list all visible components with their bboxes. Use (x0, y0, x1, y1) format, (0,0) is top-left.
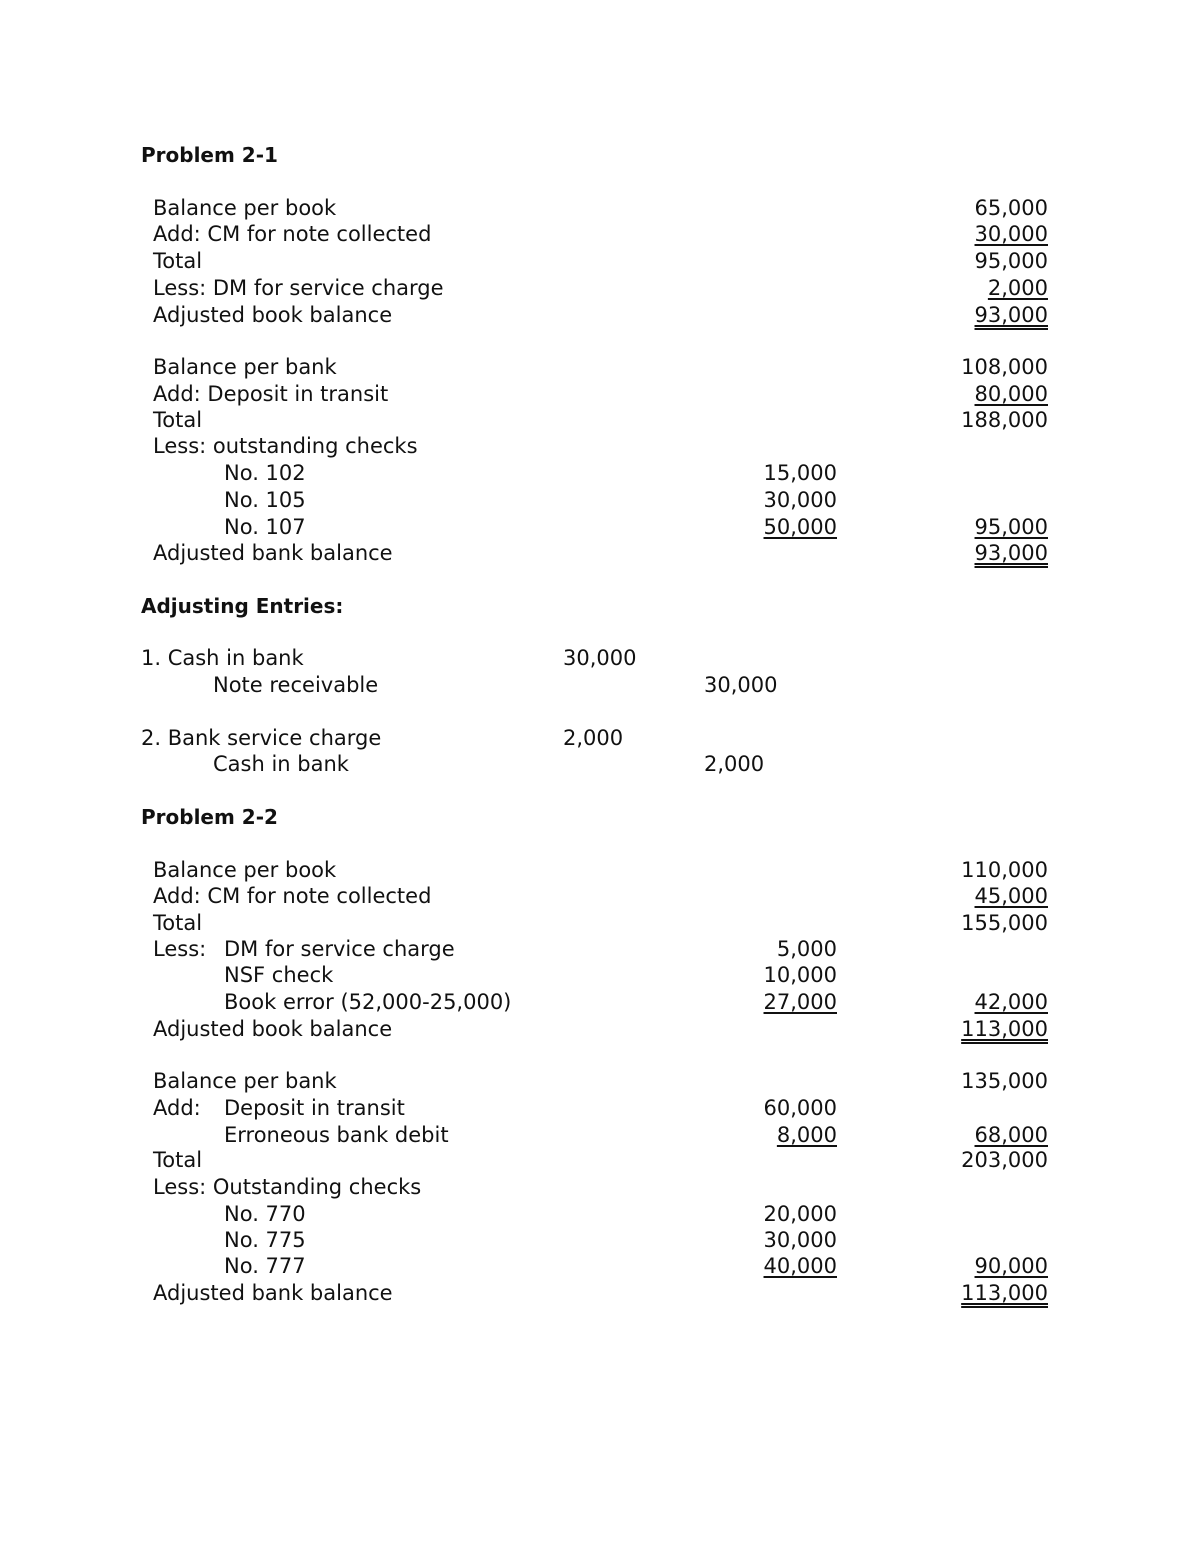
row-label: Adjusted book balance (153, 303, 393, 327)
row-label: Less: Outstanding checks (153, 1175, 422, 1199)
add-item-amount: 60,000 (763, 1096, 837, 1120)
row-amount: 188,000 (961, 408, 1048, 432)
p1-book-total-row (0, 248, 1200, 275)
p1-book-balance-row (0, 195, 1200, 222)
p2-book-total-row (0, 910, 1200, 937)
row-amount: 80,000 (974, 382, 1048, 406)
row-label: Adjusted book balance (153, 1017, 393, 1041)
check-label: No. 770 (224, 1202, 306, 1226)
checks-total: 90,000 (974, 1254, 1048, 1278)
less-item-label: NSF check (224, 963, 334, 987)
less-item-label: DM for service charge (224, 937, 455, 961)
p1-book-add-row (0, 221, 1200, 248)
entry-debit-amount: 2,000 (563, 726, 624, 750)
p2-book-less-row (0, 989, 1200, 1016)
row-label: Add: Deposit in transit (153, 382, 389, 406)
row-amount: 113,000 (961, 1281, 1048, 1305)
entry-credit-amount: 2,000 (704, 752, 765, 776)
add-total: 68,000 (974, 1123, 1048, 1147)
row-label: Balance per bank (153, 355, 337, 379)
p2-book-add-row (0, 883, 1200, 910)
row-amount: 30,000 (974, 222, 1048, 246)
add-prefix: Add: (153, 1096, 201, 1120)
check-label: No. 105 (224, 488, 306, 512)
p2-book-adjusted-row (0, 1016, 1200, 1043)
row-label: Balance per book (153, 858, 337, 882)
p2-check-row (0, 1253, 1200, 1280)
p1-check-row (0, 487, 1200, 514)
check-amount: 50,000 (763, 515, 837, 539)
row-amount: 135,000 (961, 1069, 1048, 1093)
add-item-label: Erroneous bank debit (224, 1123, 449, 1147)
adjusting-entries-title: Adjusting Entries: (141, 594, 344, 618)
less-total: 42,000 (974, 990, 1048, 1014)
p1-bank-adjusted-row (0, 540, 1200, 567)
less-prefix: Less: (153, 937, 207, 961)
p2-check-row (0, 1227, 1200, 1254)
p2-bank-add-row (0, 1122, 1200, 1149)
less-item-label: Book error (52,000-25,000) (224, 990, 512, 1014)
row-amount: 155,000 (961, 911, 1048, 935)
entry-account: 1. Cash in bank (141, 646, 304, 670)
entry-1-debit-row (0, 645, 1200, 672)
less-item-amount: 27,000 (763, 990, 837, 1014)
row-amount: 95,000 (974, 249, 1048, 273)
problem-2-2-title: Problem 2-2 (141, 805, 278, 829)
p1-bank-add-row (0, 381, 1200, 408)
entry-2-debit-row (0, 725, 1200, 752)
entry-debit-amount: 30,000 (563, 646, 637, 670)
row-amount: 65,000 (974, 196, 1048, 220)
row-amount: 108,000 (961, 355, 1048, 379)
check-amount: 30,000 (763, 1228, 837, 1252)
entry-account: 2. Bank service charge (141, 726, 382, 750)
row-label: Add: CM for note collected (153, 222, 432, 246)
check-label: No. 777 (224, 1254, 306, 1278)
row-label: Balance per book (153, 196, 337, 220)
p2-check-row (0, 1201, 1200, 1228)
less-item-amount: 10,000 (763, 963, 837, 987)
entry-credit-amount: 30,000 (704, 673, 778, 697)
row-label: Less: DM for service charge (153, 276, 444, 300)
row-label: Less: outstanding checks (153, 434, 418, 458)
row-amount: 93,000 (974, 541, 1048, 565)
entry-account: Note receivable (213, 673, 379, 697)
row-label: Total (153, 911, 203, 935)
row-amount: 2,000 (987, 276, 1048, 300)
p2-book-less-row (0, 936, 1200, 963)
less-item-amount: 5,000 (776, 937, 837, 961)
check-amount: 30,000 (763, 488, 837, 512)
p1-bank-total-row (0, 407, 1200, 434)
problem-2-1-title: Problem 2-1 (141, 143, 278, 167)
p2-bank-adjusted-row (0, 1280, 1200, 1307)
check-amount: 20,000 (763, 1202, 837, 1226)
check-label: No. 775 (224, 1228, 306, 1252)
add-item-amount: 8,000 (776, 1123, 837, 1147)
row-amount: 110,000 (961, 858, 1048, 882)
row-label: Total (153, 1148, 203, 1172)
p1-book-adjusted-row (0, 302, 1200, 329)
row-label: Adjusted bank balance (153, 541, 393, 565)
p1-book-less-row (0, 275, 1200, 302)
row-label: Total (153, 408, 203, 432)
p1-check-row (0, 460, 1200, 487)
check-label: No. 107 (224, 515, 306, 539)
p2-bank-total-row (0, 1147, 1200, 1174)
entry-account: Cash in bank (213, 752, 349, 776)
row-amount: 93,000 (974, 303, 1048, 327)
p2-bank-balance-row (0, 1068, 1200, 1095)
entry-1-credit-row (0, 672, 1200, 699)
row-label: Add: CM for note collected (153, 884, 432, 908)
row-amount: 113,000 (961, 1017, 1048, 1041)
check-amount: 15,000 (763, 461, 837, 485)
p1-check-row (0, 514, 1200, 541)
row-amount: 45,000 (974, 884, 1048, 908)
p1-bank-balance-row (0, 354, 1200, 381)
row-label: Balance per bank (153, 1069, 337, 1093)
p2-bank-add-row (0, 1095, 1200, 1122)
row-label: Total (153, 249, 203, 273)
checks-total: 95,000 (974, 515, 1048, 539)
add-item-label: Deposit in transit (224, 1096, 405, 1120)
check-label: No. 102 (224, 461, 306, 485)
p2-bank-less-row (0, 1174, 1200, 1201)
entry-2-credit-row (0, 751, 1200, 778)
check-amount: 40,000 (763, 1254, 837, 1278)
p2-book-balance-row (0, 857, 1200, 884)
row-amount: 203,000 (961, 1148, 1048, 1172)
p2-book-less-row (0, 962, 1200, 989)
row-label: Adjusted bank balance (153, 1281, 393, 1305)
p1-bank-less-row (0, 433, 1200, 460)
